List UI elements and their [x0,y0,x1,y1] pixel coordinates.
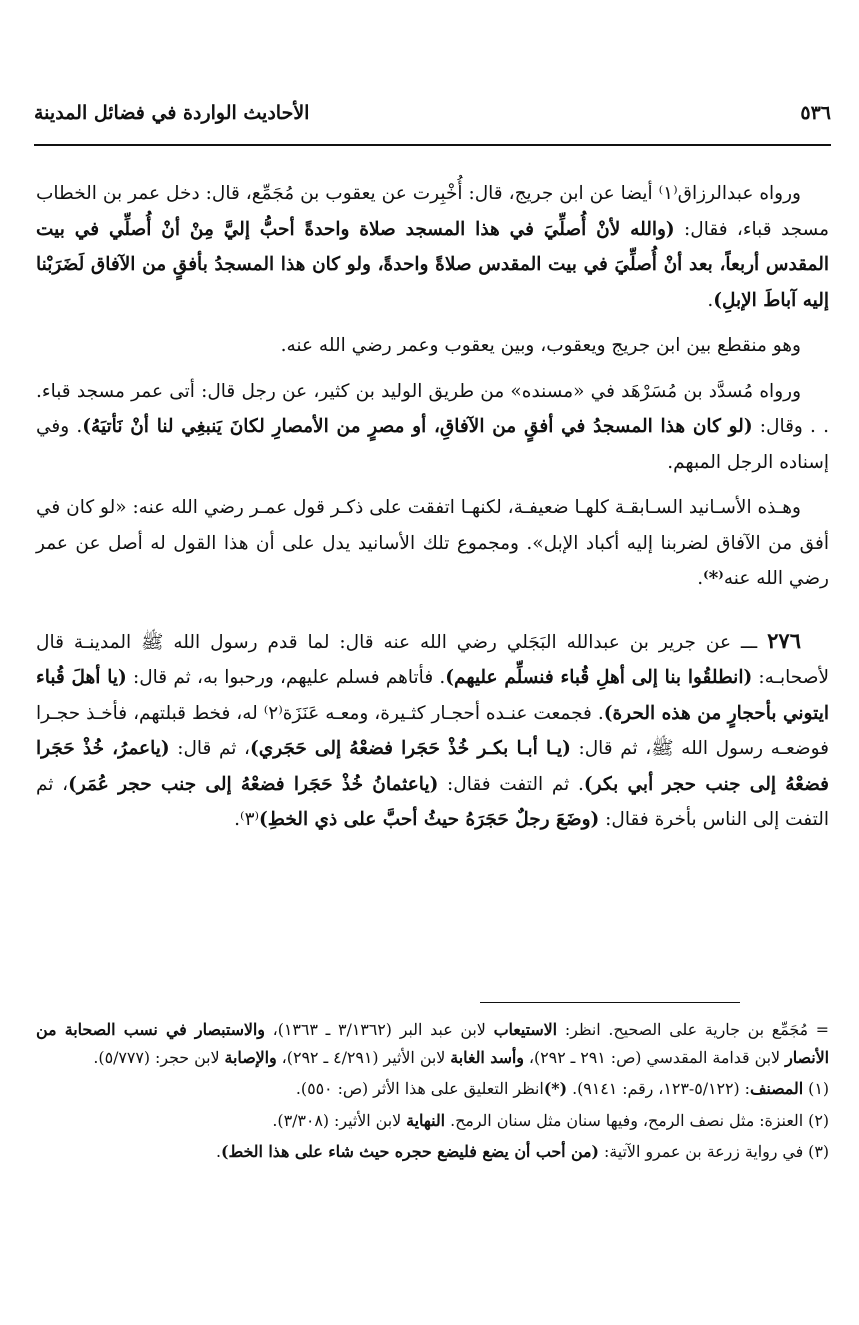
footnotes [36,1016,829,1170]
paragraph-inqita [36,328,829,364]
text-run: (٣) في رواية زرعة بن عمرو الآتية: [598,1142,829,1161]
running-title: الأحاديث الواردة في فضائل المدينة [34,102,310,124]
text-run: . فأتاهم فسلم عليهم، ورحبوا به، ثم قال: [126,667,446,688]
bold-text-run: (من أحب أن يضع فليضع حجره حيث شاء على هذا الخط) [221,1142,599,1161]
text-run: ـــ عن جرير بن عبدالله البَجَلي رضي الله عنه قال: لما قدم رسول الله ﷺ المدينـة قال لأصحابـه: [36,631,829,688]
text-run: (١) [803,1079,829,1098]
bold-text-run: (انطلقُوا بنا إلى أهلِ قُباء فنسلِّم عليهم) [445,667,753,688]
bold-text-run: (ياعثمانُ خُذْ حَجَرا فضعْهُ إلى جنب حجر عُمَر) [68,773,439,795]
text-run: لابن حجر: (٥/٧٧٧). [93,1047,225,1067]
footnote-separator [480,1002,740,1003]
hadith-276 [36,623,829,838]
text-run: . [215,1142,221,1161]
main-text [36,176,829,848]
footnote-1 [36,1075,829,1103]
text-run: وهـذه الأسـانيد السـابقـة كلهـا ضعيفـة، لكنهـا اتفقت على ذكـر قول عمـر رضي الله عنه: «لو كان في أفق من الآفاق لضربنا إليه أكباد الإبل». ومجموع تلك الأسانيد يدل على أن هذا القول له أصل عن عمر رضي الله عنه [36,497,829,589]
footnote-3 [36,1138,829,1166]
text-run: لابن عبد البر (٣/١٣٦٢ ـ ١٣٦٣)، [264,1020,494,1039]
running-header [34,96,831,130]
text-run: ، ثم قال: [169,738,250,759]
bold-text-run: وأسد الغابة [450,1047,524,1067]
header-divider [34,144,831,146]
text-run: = مُجَمِّع بن جارية على الصحيح. انظر: [557,1020,829,1039]
text-run: وهو منقطع بين ابن جريج ويعقوب، وبين يعقوب وعمر رضي الله عنه. [280,335,801,356]
text-run: ورواه مُسدَّد بن مُسَرْهَد في «مسنده» من طريق الوليد بن كثير، عن رجل قال: أتى عمر مسجد قباء. . . وقال: [36,380,829,437]
text-run: ، ثم التفت إلى الناس بأخرة فقال: [36,773,829,830]
bold-text-run: (*) [543,1079,568,1098]
paragraph-summary [36,490,829,597]
text-run: . [697,568,704,589]
paragraph-abdulrazzaq [36,176,829,318]
paragraph-musaddad [36,374,829,481]
text-run: (٢) العنزة: مثل نصف الرمح، وفيها سنان مثل سنان الرمح. [445,1110,829,1130]
hadith-number: ٢٧٦ [767,627,801,653]
footnote-2 [36,1107,829,1135]
bold-text-run: ⁽*⁾ [703,568,724,589]
text-run: ⁽٣⁾. [234,809,260,830]
page-number: ٥٣٦ [800,102,831,124]
bold-text-run: (ياعمرُ، خُذْ حَجَرا فضعْهُ إلى جنب حجر أبي بكر) [36,738,829,795]
text-run: . [707,289,714,311]
bold-text-run: النهاية [406,1110,446,1130]
bold-text-run: (يا أهلَ قُباء ايتوني بأحجارٍ من هذه الحرة) [36,667,829,724]
bold-text-run: (يـا أبـا بكـر خُذْ حَجَرا فضعْهُ إلى حَجَري) [249,738,571,759]
bold-text-run: (وضَعَ رجلٌ حَجَرَهُ حيثُ أحبَّ على ذي الخطِ) [259,809,600,830]
text-run: . ثم التفت فقال: [438,773,584,795]
text-run: . وفي إسناده الرجل المبهم. [36,416,829,473]
bold-text-run: الاستيعاب [493,1020,558,1039]
text-run: ورواه عبدالرزاق⁽١⁾ أيضا عن ابن جريج، قال: أُخْبِرت عن يعقوب بن مُجَمِّع، قال: دخل عمر بن الخطاب مسجد قباء، فقال: [36,183,830,240]
footnote-continuation [36,1016,829,1071]
text-run: لابن الأثير: (٣/٣٠٨). [272,1110,407,1130]
text-run: : (٥/١٢٢-١٢٣، رقم: ٩١٤١). [567,1079,750,1098]
bold-text-run: (لو كان هذا المسجدُ في أفقٍ من الآفاقِ، أو مصرٍ من الأمصارِ لكانَ يَنبغِي لنا أنْ نَأتيَهُ) [82,416,753,437]
bold-text-run: المصنف [749,1079,804,1098]
text-run: . فجمعت عنـده أحجـار كثـيرة، ومعـه عَنَزَة⁽٢⁾ له، فخط قبلتهم، فأخـذ حجـرا فوضعـه رسول الله ﷺ، ثم قال: [36,702,829,759]
bold-text-run: (والله لأنْ أُصلِّيَ في هذا المسجد صلاة واحدةً أحبُّ إليَّ مِنْ أنْ أُصلِّي في بيت المقدس أربعاً، بعد أنْ أُصلِّيَ في بيت المقدس صلاةً واحدةً، ولو كان هذا المسجدُ بأفقٍ من الآفاق لَضَرَبْنا إليه آباطَ الإبلِ) [36,218,829,311]
text-run: انظر التعليق على هذا الأثر (ص: ٥٥٠). [295,1079,544,1098]
text-run: لابن قدامة المقدسي (ص: ٢٩١ ـ ٢٩٢)، [523,1047,786,1067]
text-run: لابن الأثير (٤/٢٩١ ـ ٢٩٢)، [276,1047,451,1067]
bold-text-run: والإصابة [224,1047,277,1067]
bold-text-run: والاستبصار في نسب الصحابة من الأنصار [36,1020,829,1067]
